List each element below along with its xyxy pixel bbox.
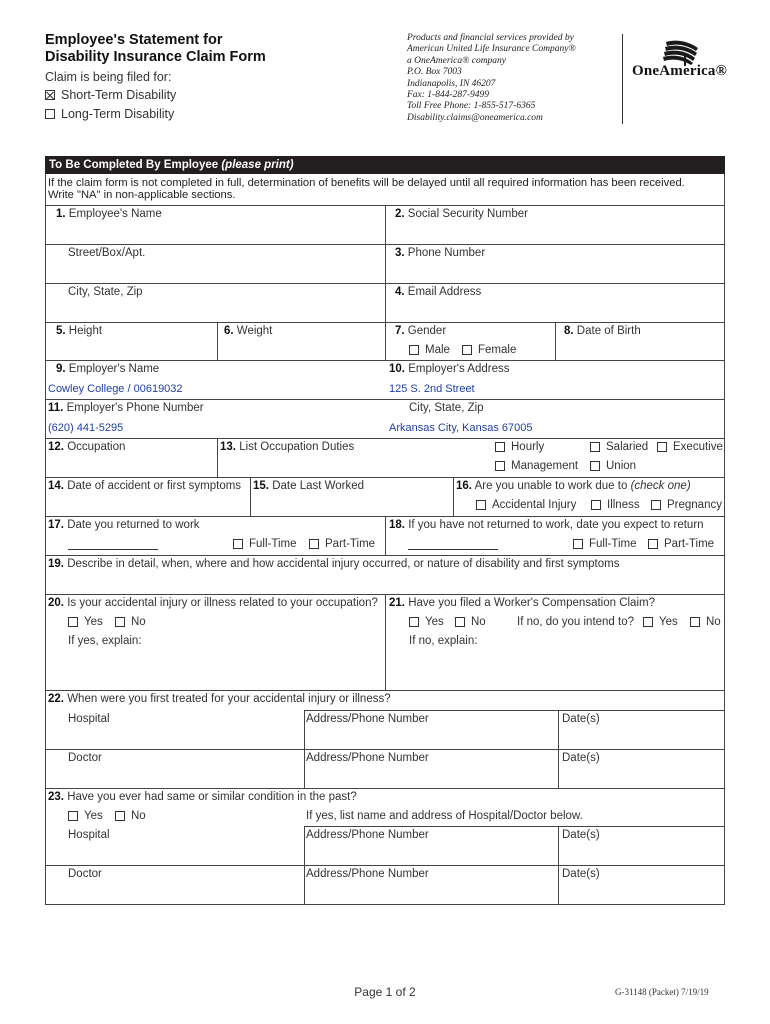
grid-line xyxy=(45,788,725,789)
part-time-label: Part-Time xyxy=(664,538,715,550)
past-hospital-address-label[interactable]: Address/Phone Number xyxy=(306,829,429,841)
field-number: 7. xyxy=(395,325,405,337)
yes-checkbox[interactable] xyxy=(68,811,78,821)
field-number: 18. xyxy=(389,519,405,531)
field-label: Date of Birth xyxy=(576,325,641,337)
claim-filed-for-label: Claim is being filed for: xyxy=(45,70,172,84)
field-label: Employee's Name xyxy=(68,208,162,220)
describe-label[interactable] xyxy=(48,558,619,570)
grid-line xyxy=(217,438,218,478)
past-hospital-label[interactable]: Hospital xyxy=(68,829,110,841)
occupation-label[interactable] xyxy=(48,441,125,453)
similar-yes-option[interactable] xyxy=(68,810,103,822)
phone-label[interactable] xyxy=(395,247,485,259)
field-number: 2. xyxy=(395,208,405,220)
page-number: Page 1 of 2 xyxy=(354,985,416,999)
doctor-dates-label[interactable]: Date(s) xyxy=(562,752,600,764)
grid-line xyxy=(217,322,218,361)
grid-line xyxy=(45,865,725,866)
email-label[interactable] xyxy=(395,286,481,298)
executive-option[interactable] xyxy=(657,441,723,453)
field-number: 4. xyxy=(395,286,405,298)
field-number: 13. xyxy=(220,441,236,453)
grid-line xyxy=(304,826,305,905)
grid-line xyxy=(304,710,724,711)
returned-date-blank[interactable] xyxy=(68,549,158,550)
doctor-address-label[interactable]: Address/Phone Number xyxy=(306,752,429,764)
illness-checkbox[interactable] xyxy=(591,500,601,510)
grid-line xyxy=(453,477,454,517)
similar-note: If yes, list name and address of Hospital/Doctor below. xyxy=(306,810,583,822)
no-label: No xyxy=(131,810,146,822)
last-worked-label[interactable] xyxy=(253,480,364,492)
returned-part-time-option[interactable] xyxy=(309,538,375,550)
hospital-dates-label[interactable]: Date(s) xyxy=(562,713,600,725)
executive-label: Executive xyxy=(673,441,723,453)
comp-no-option[interactable] xyxy=(455,616,486,628)
section-title: To Be Completed By Employee xyxy=(49,159,219,171)
field-label: Weight xyxy=(236,325,273,337)
field-number: 15. xyxy=(253,480,269,492)
male-label: Male xyxy=(425,344,450,356)
field-number: 5. xyxy=(56,325,66,337)
field-number: 19. xyxy=(48,558,64,570)
comp-explain-label[interactable]: If no, explain: xyxy=(409,635,478,647)
intend-no-option[interactable] xyxy=(690,616,721,628)
full-time-checkbox[interactable] xyxy=(573,539,583,549)
field-number: 9. xyxy=(56,363,66,375)
expected-return-label xyxy=(389,519,704,531)
occupation-duties-label[interactable] xyxy=(220,441,354,453)
employer-name-label xyxy=(56,363,159,375)
weight-label[interactable] xyxy=(224,325,272,337)
provider-line: P.O. Box 7003 xyxy=(407,67,462,78)
grid-line xyxy=(45,399,725,400)
pregnancy-option[interactable] xyxy=(651,499,722,511)
grid-line xyxy=(385,205,386,361)
field-number: 10. xyxy=(389,363,405,375)
female-checkbox[interactable] xyxy=(462,345,472,355)
union-option[interactable] xyxy=(590,460,636,472)
salaried-checkbox[interactable] xyxy=(590,442,600,452)
field-label: Date Last Worked xyxy=(272,480,365,492)
pregnancy-label: Pregnancy xyxy=(667,499,722,511)
past-doctor-dates-label[interactable]: Date(s) xyxy=(562,868,600,880)
field-label: Date of accident or first symptoms xyxy=(67,480,242,492)
height-label[interactable] xyxy=(56,325,102,337)
illness-option[interactable] xyxy=(591,499,640,511)
field-number: 3. xyxy=(395,247,405,259)
grid-line xyxy=(304,826,724,827)
field-label: Have you ever had same or similar condition in the past? xyxy=(67,791,357,803)
executive-checkbox[interactable] xyxy=(657,442,667,452)
field-number: 6. xyxy=(224,325,234,337)
field-number: 8. xyxy=(564,325,574,337)
occupation-related-label xyxy=(48,597,378,609)
field-number: 23. xyxy=(48,791,64,803)
employee-name-label[interactable] xyxy=(56,208,162,220)
related-explain-label[interactable]: If yes, explain: xyxy=(68,635,142,647)
related-yes-option[interactable] xyxy=(68,616,103,628)
accidental-injury-label: Accidental Injury xyxy=(492,499,577,511)
yes-label: Yes xyxy=(659,616,678,628)
field-number: 14. xyxy=(48,480,64,492)
field-label: Gender xyxy=(407,325,447,337)
field-label: Date you returned to work xyxy=(67,519,200,531)
field-label: List Occupation Duties xyxy=(239,441,355,453)
short-term-checkbox[interactable] xyxy=(45,90,55,100)
provider-line: a OneAmerica® company xyxy=(407,55,507,66)
provider-line: American United Life Insurance Company® xyxy=(407,44,576,55)
unable-to-work-label xyxy=(456,480,691,492)
grid-line xyxy=(555,322,556,361)
accident-date-label[interactable] xyxy=(48,480,241,492)
field-label: Have you filed a Worker's Compensation Claim? xyxy=(408,597,655,609)
field-number: 11. xyxy=(48,402,64,414)
expected-full-time-option[interactable] xyxy=(573,538,637,550)
long-term-option[interactable] xyxy=(45,107,174,121)
short-term-label: Short-Term Disability xyxy=(61,88,177,102)
section-note: (please print) xyxy=(221,159,294,171)
provider-line: Toll Free Phone: 1-855-517-6365 xyxy=(407,101,536,112)
part-time-checkbox[interactable] xyxy=(309,539,319,549)
grid-line xyxy=(45,438,725,439)
returned-date-label xyxy=(48,519,200,531)
gender-male-option[interactable] xyxy=(409,344,450,356)
street-label[interactable]: Street/Box/Apt. xyxy=(68,247,146,259)
grid-line xyxy=(385,516,386,556)
past-hospital-dates-label[interactable]: Date(s) xyxy=(562,829,600,841)
no-checkbox[interactable] xyxy=(115,811,125,821)
field-label: Is your accidental injury or illness related to your occupation? xyxy=(67,597,378,609)
field-number: 22. xyxy=(48,693,64,705)
first-treated-label xyxy=(48,693,391,705)
expected-part-time-option[interactable] xyxy=(648,538,714,550)
past-doctor-address-label[interactable]: Address/Phone Number xyxy=(306,868,429,880)
hospital-address-label[interactable]: Address/Phone Number xyxy=(306,713,429,725)
field-number: 20. xyxy=(48,597,64,609)
grid-line xyxy=(304,710,305,789)
returned-full-time-option[interactable] xyxy=(233,538,297,550)
intend-yes-option[interactable] xyxy=(643,616,678,628)
instruction-line: If the claim form is not completed in full, determination of benefits will be delayed until all required information has been received. xyxy=(48,177,685,189)
provider-email: Disability.claims@oneamerica.com xyxy=(407,112,543,123)
part-time-label: Part-Time xyxy=(325,538,376,550)
short-term-option[interactable] xyxy=(45,88,176,102)
provider-line: Indianapolis, IN 46207 xyxy=(407,78,496,89)
yes-checkbox[interactable] xyxy=(409,617,419,627)
field-label: Occupation xyxy=(67,441,126,453)
grid-line xyxy=(558,826,559,905)
illness-label: Illness xyxy=(607,499,640,511)
full-time-label: Full-Time xyxy=(249,538,297,550)
field-number: 21. xyxy=(389,597,405,609)
no-label: No xyxy=(471,616,486,628)
field-label: Height xyxy=(68,325,103,337)
instruction-line: Write "NA" in non-applicable sections. xyxy=(48,189,236,202)
field-note: (check one) xyxy=(630,480,691,492)
dob-label[interactable] xyxy=(564,325,641,337)
part-time-checkbox[interactable] xyxy=(648,539,658,549)
field-label: Employer's Address xyxy=(408,363,510,375)
accidental-injury-checkbox[interactable] xyxy=(476,500,486,510)
ssn-label[interactable] xyxy=(395,208,528,220)
grid-line xyxy=(45,477,725,478)
employer-address-label xyxy=(389,363,509,375)
full-time-label: Full-Time xyxy=(589,538,637,550)
provider-line: Fax: 1-844-287-9499 xyxy=(407,90,490,101)
grid-line xyxy=(385,594,386,691)
grid-line xyxy=(45,749,725,750)
field-number: 12. xyxy=(48,441,64,453)
field-label: When were you first treated for your accidental injury or illness? xyxy=(67,693,391,705)
union-label: Union xyxy=(606,460,637,472)
instructions xyxy=(48,177,723,202)
long-term-label: Long-Term Disability xyxy=(61,107,175,121)
no-label: No xyxy=(131,616,146,628)
form-title-line2: Disability Insurance Claim Form xyxy=(45,49,266,65)
union-checkbox[interactable] xyxy=(590,461,600,471)
field-label: Employer's Name xyxy=(68,363,160,375)
salaried-option[interactable] xyxy=(590,441,648,453)
header-divider xyxy=(622,34,623,124)
hourly-checkbox[interactable] xyxy=(495,442,505,452)
past-doctor-label[interactable]: Doctor xyxy=(68,868,102,880)
field-label: Employer's Phone Number xyxy=(66,402,204,414)
hourly-option[interactable] xyxy=(495,441,544,453)
provider-info xyxy=(407,33,612,124)
employer-phone-label xyxy=(48,402,204,414)
employer-city-value[interactable]: Arkansas City, Kansas 67005 xyxy=(389,422,533,434)
gender-label xyxy=(395,325,446,337)
workers-comp-label xyxy=(389,597,655,609)
city-state-zip-label[interactable]: City, State, Zip xyxy=(68,286,143,298)
provider-line: Products and financial services provided by xyxy=(407,33,574,43)
employer-address-value[interactable]: 125 S. 2nd Street xyxy=(389,383,475,395)
form-code: G-31148 (Packet) 7/19/19 xyxy=(615,987,709,997)
intend-label: If no, do you intend to? xyxy=(517,616,635,628)
yes-label: Yes xyxy=(425,616,444,628)
section-bar xyxy=(45,156,725,174)
form-title-line1: Employee's Statement for xyxy=(45,32,223,48)
form-title xyxy=(45,32,375,66)
grid-line xyxy=(250,477,251,517)
yes-label: Yes xyxy=(84,810,103,822)
grid-line xyxy=(558,710,559,789)
hourly-label: Hourly xyxy=(511,441,545,453)
field-label: Phone Number xyxy=(407,247,486,259)
yes-checkbox[interactable] xyxy=(643,617,653,627)
similar-no-option[interactable] xyxy=(115,810,146,822)
employer-name-value[interactable]: Cowley College / 00619032 xyxy=(48,383,183,395)
field-label: Social Security Number xyxy=(407,208,528,220)
similar-condition-label xyxy=(48,791,357,803)
oneamerica-logo-text: OneAmerica® xyxy=(632,63,728,79)
yes-checkbox[interactable] xyxy=(68,617,78,627)
no-checkbox[interactable] xyxy=(690,617,700,627)
grid-line xyxy=(45,904,725,905)
field-number: 17. xyxy=(48,519,64,531)
field-label: If you have not returned to work, date you expect to return xyxy=(408,519,704,531)
comp-yes-option[interactable] xyxy=(409,616,444,628)
accidental-injury-option[interactable] xyxy=(476,499,576,511)
hospital-label[interactable]: Hospital xyxy=(68,713,110,725)
field-label: Describe in detail, when, where and how accidental injury occurred, or nature of disability and first symptoms xyxy=(67,558,620,570)
male-checkbox[interactable] xyxy=(409,345,419,355)
related-no-option[interactable] xyxy=(115,616,146,628)
management-option[interactable] xyxy=(495,460,578,472)
field-label: Email Address xyxy=(407,286,482,298)
employer-city-label: City, State, Zip xyxy=(409,402,484,414)
pregnancy-checkbox[interactable] xyxy=(651,500,661,510)
management-checkbox[interactable] xyxy=(495,461,505,471)
no-checkbox[interactable] xyxy=(455,617,465,627)
female-label: Female xyxy=(478,344,517,356)
field-label: Are you unable to work due to xyxy=(474,480,628,492)
field-number: 16. xyxy=(456,480,472,492)
long-term-checkbox[interactable] xyxy=(45,109,55,119)
full-time-checkbox[interactable] xyxy=(233,539,243,549)
expected-return-blank[interactable] xyxy=(408,549,498,550)
no-checkbox[interactable] xyxy=(115,617,125,627)
management-label: Management xyxy=(511,460,579,472)
gender-female-option[interactable] xyxy=(462,344,516,356)
no-label: No xyxy=(706,616,721,628)
employer-phone-value[interactable]: (620) 441-5295 xyxy=(48,422,124,434)
field-number: 1. xyxy=(56,208,66,220)
yes-label: Yes xyxy=(84,616,103,628)
doctor-label[interactable]: Doctor xyxy=(68,752,102,764)
salaried-label: Salaried xyxy=(606,441,649,453)
